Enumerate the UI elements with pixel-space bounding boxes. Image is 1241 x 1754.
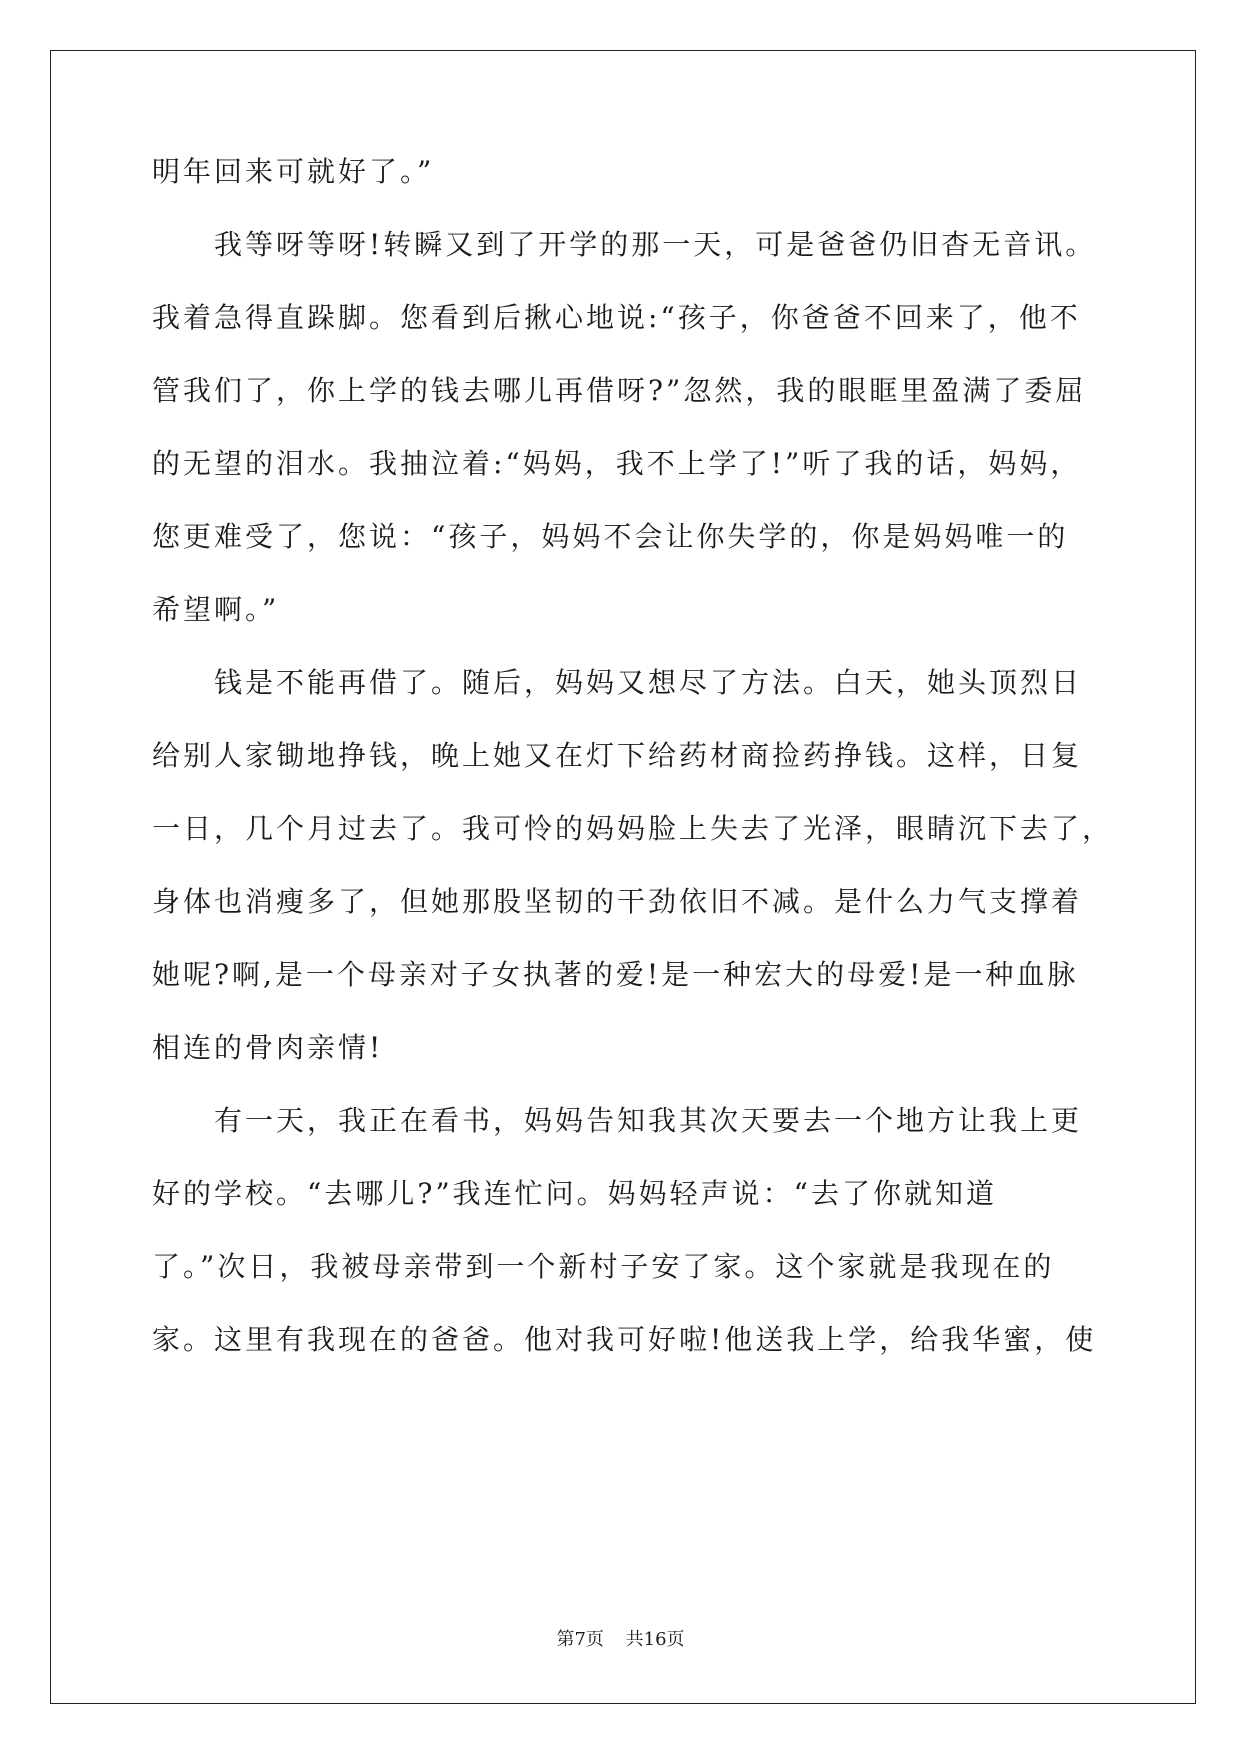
text-line: 一日，几个月过去了。我可怜的妈妈脸上失去了光泽，眼睛沉下去了， — [152, 812, 1114, 845]
text-line: 好的学校。“去哪儿?”我连忙问。妈妈轻声说：“去了你就知道 — [152, 1177, 997, 1210]
text-line: 您更难受了，您说：“孩子，妈妈不会让你失学的，你是妈妈唯一的 — [152, 520, 1069, 553]
text-line: 给别人家锄地挣钱，晚上她又在灯下给药材商捡药挣钱。这样，日复 — [152, 739, 1083, 772]
text-line: 身体也消瘦多了，但她那股坚韧的干劲依旧不减。是什么力气支撑着 — [152, 885, 1083, 918]
text-line: 有一天，我正在看书，妈妈告知我其次天要去一个地方让我上更 — [214, 1104, 1083, 1137]
text-line: 的无望的泪水。我抽泣着:“妈妈，我不上学了!”听了我的话，妈妈， — [152, 447, 1082, 480]
text-line: 我等呀等呀!转瞬又到了开学的那一天，可是爸爸仍旧杳无音讯。 — [214, 228, 1097, 261]
page-footer — [0, 1625, 1241, 1651]
total-pages: 共16页 — [625, 1629, 685, 1650]
text-line: 明年回来可就好了。” — [152, 155, 435, 188]
text-line: 了。”次日，我被母亲带到一个新村子安了家。这个家就是我现在的 — [152, 1250, 1055, 1283]
page-number: 第7页 — [556, 1629, 604, 1650]
text-line: 希望啊。” — [152, 593, 280, 626]
text-line: 相连的骨肉亲情! — [152, 1031, 384, 1064]
page-border — [50, 50, 1196, 1704]
text-line: 家。这里有我现在的爸爸。他对我可好啦!他送我上学，给我华蜜，使 — [152, 1323, 1097, 1356]
text-line: 钱是不能再借了。随后，妈妈又想尽了方法。白天，她头顶烈日 — [214, 666, 1083, 699]
text-line: 管我们了，你上学的钱去哪儿再借呀?”忽然，我的眼眶里盈满了委屈 — [152, 374, 1087, 407]
text-line: 我着急得直跺脚。您看到后揪心地说:“孩子，你爸爸不回来了，他不 — [152, 301, 1081, 334]
text-line: 她呢?啊,是一个母亲对子女执著的爱!是一种宏大的母爱!是一种血脉 — [152, 958, 1079, 991]
